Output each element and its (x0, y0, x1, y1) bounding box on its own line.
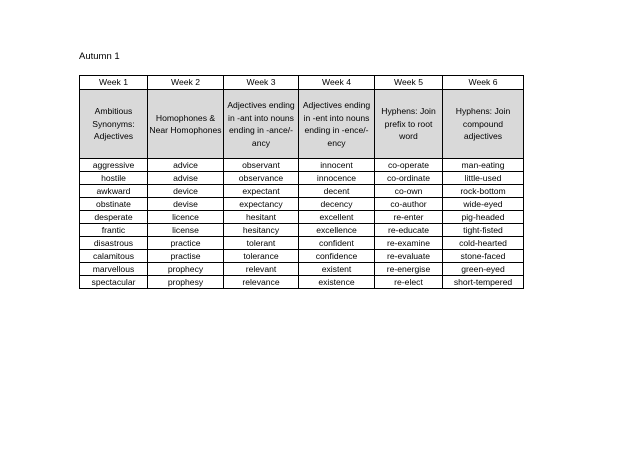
word-cell: calamitous (80, 250, 148, 263)
word-cell: disastrous (80, 237, 148, 250)
topic-description-cell (299, 90, 375, 159)
topic-description-text: Hyphens: Join compound adjectives (455, 106, 511, 142)
word-cell: re-energise (375, 263, 443, 276)
word-cell: licence (148, 211, 224, 224)
word-cell: re-enter (375, 211, 443, 224)
word-cell: confident (299, 237, 375, 250)
word-cell: co-author (375, 198, 443, 211)
word-cell: co-own (375, 185, 443, 198)
word-cell: co-operate (375, 159, 443, 172)
word-cell: decency (299, 198, 375, 211)
topic-description-cell (224, 90, 299, 159)
topic-description-cell (148, 90, 224, 159)
word-cell: little-used (443, 172, 524, 185)
topic-description-text: Ambitious Synonyms: Adjectives (92, 106, 135, 142)
page-title: Autumn 1 (79, 51, 120, 62)
word-cell: rock-bottom (443, 185, 524, 198)
word-cell: license (148, 224, 224, 237)
topic-description-cell (375, 90, 443, 159)
word-cell: advise (148, 172, 224, 185)
word-cell: awkward (80, 185, 148, 198)
word-cell: hostile (80, 172, 148, 185)
word-cell: devise (148, 198, 224, 211)
word-cell: expectant (224, 185, 299, 198)
word-cell: stone-faced (443, 250, 524, 263)
word-cell: observance (224, 172, 299, 185)
word-cell: existent (299, 263, 375, 276)
word-cell: man-eating (443, 159, 524, 172)
word-row (80, 276, 524, 289)
word-cell: innocence (299, 172, 375, 185)
word-row (80, 263, 524, 276)
word-cell: re-elect (375, 276, 443, 289)
word-cell: observant (224, 159, 299, 172)
week-header-cell: Week 3 (224, 76, 299, 90)
word-cell: co-ordinate (375, 172, 443, 185)
word-cell: excellence (299, 224, 375, 237)
topic-description-text: Hyphens: Join prefix to root word (381, 106, 436, 142)
word-cell: device (148, 185, 224, 198)
word-cell: hesitancy (224, 224, 299, 237)
topic-description-text: Adjectives ending in -ent into nouns ending in -ence/-ency (302, 100, 371, 148)
word-cell: aggressive (80, 159, 148, 172)
word-row (80, 211, 524, 224)
topic-description-text: Adjectives ending in -ant into nouns ending in -ance/-ancy (227, 100, 295, 148)
week-header-cell: Week 6 (443, 76, 524, 90)
word-cell: cold-hearted (443, 237, 524, 250)
word-row (80, 224, 524, 237)
word-cell: prophesy (148, 276, 224, 289)
word-row (80, 185, 524, 198)
word-cell: tight-fisted (443, 224, 524, 237)
week-header-cell: Week 4 (299, 76, 375, 90)
week-header-row (80, 76, 524, 90)
word-cell: confidence (299, 250, 375, 263)
word-cell: desperate (80, 211, 148, 224)
word-cell: wide-eyed (443, 198, 524, 211)
word-cell: tolerance (224, 250, 299, 263)
word-cell: practise (148, 250, 224, 263)
word-cell: existence (299, 276, 375, 289)
word-row (80, 237, 524, 250)
topic-description-row (80, 90, 524, 159)
word-cell: relevance (224, 276, 299, 289)
word-cell: green-eyed (443, 263, 524, 276)
word-row (80, 250, 524, 263)
topic-description-cell (80, 90, 148, 159)
word-cell: practice (148, 237, 224, 250)
word-cell: re-educate (375, 224, 443, 237)
word-cell: pig-headed (443, 211, 524, 224)
word-cell: hesitant (224, 211, 299, 224)
word-cell: innocent (299, 159, 375, 172)
word-cell: relevant (224, 263, 299, 276)
topic-description-cell (443, 90, 524, 159)
word-cell: decent (299, 185, 375, 198)
word-row (80, 172, 524, 185)
word-cell: prophecy (148, 263, 224, 276)
word-cell: frantic (80, 224, 148, 237)
word-cell: short-tempered (443, 276, 524, 289)
word-row (80, 198, 524, 211)
word-cell: re-examine (375, 237, 443, 250)
word-cell: expectancy (224, 198, 299, 211)
word-cell: spectacular (80, 276, 148, 289)
word-row (80, 159, 524, 172)
word-cell: advice (148, 159, 224, 172)
word-cell: obstinate (80, 198, 148, 211)
word-cell: tolerant (224, 237, 299, 250)
word-cell: excellent (299, 211, 375, 224)
spelling-table (79, 75, 524, 289)
table-body (80, 76, 524, 289)
word-cell: marvellous (80, 263, 148, 276)
week-header-cell: Week 2 (148, 76, 224, 90)
week-header-cell: Week 1 (80, 76, 148, 90)
topic-description-text: Homophones & Near Homophones (149, 112, 222, 135)
week-header-cell: Week 5 (375, 76, 443, 90)
word-cell: re-evaluate (375, 250, 443, 263)
